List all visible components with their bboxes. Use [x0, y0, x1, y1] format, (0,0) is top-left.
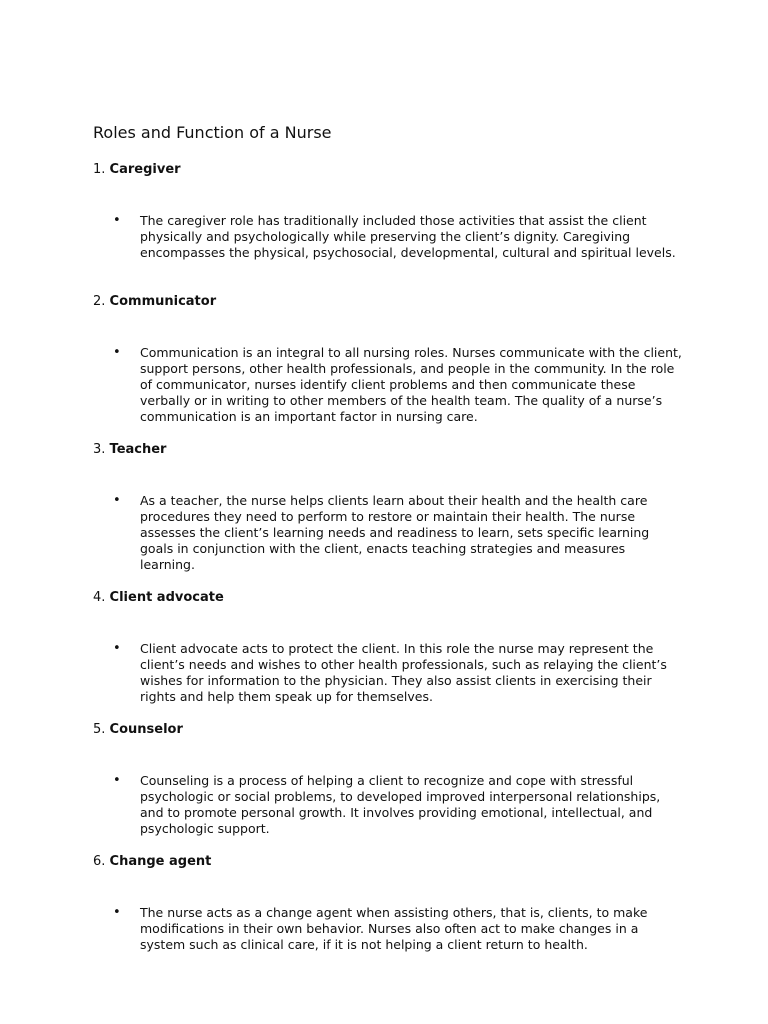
section-heading	[93, 162, 693, 178]
section-heading	[93, 442, 693, 458]
bullet-icon: •	[113, 493, 121, 508]
section-title: Caregiver	[109, 162, 181, 177]
section-change-agent	[93, 854, 693, 952]
section-client-advocate	[93, 590, 693, 704]
section-title: Teacher	[109, 442, 167, 457]
section-heading	[93, 294, 693, 310]
section-communicator	[93, 294, 693, 424]
page-title: Roles and Function of a Nurse	[93, 123, 332, 142]
section-heading	[93, 722, 693, 738]
section-heading	[93, 590, 693, 606]
bullet-icon: •	[113, 213, 121, 228]
section-number: 5.	[93, 722, 106, 737]
section-caregiver	[93, 162, 693, 260]
section-title: Change agent	[109, 854, 212, 869]
bullet-icon: •	[113, 641, 121, 656]
section-description: The nurse acts as a change agent when assisting others, that is, clients, to make modifications in their own behavior. Nurses also often act to make changes in a system such as clinical care, if it is not helping a client return to health.	[140, 905, 648, 952]
bullet-icon: •	[113, 905, 121, 920]
section-number: 3.	[93, 442, 106, 457]
section-title: Counselor	[109, 722, 183, 737]
section-title: Communicator	[109, 294, 217, 309]
section-description: The caregiver role has traditionally included those activities that assist the client physically and psychologically while preserving the client’s dignity. Caregiving encompasses the physical, psychosocial, developmental, cultural and spiritual levels.	[140, 213, 676, 260]
section-description: As a teacher, the nurse helps clients learn about their health and the health care procedures they need to perform to restore or maintain their health. The nurse assesses the client’s learning needs and readiness to learn, sets specific learning goals in conjunction with the client, enacts teaching strategies and measures learning.	[140, 493, 650, 572]
section-title: Client advocate	[109, 590, 224, 605]
section-number: 1.	[93, 162, 106, 177]
section-description: Client advocate acts to protect the client. In this role the nurse may represent the client’s needs and wishes to other health professionals, such as relaying the client’s wishes for information to the physician. They also assist clients in exercising their rights and help them speak up for themselves.	[140, 641, 667, 704]
section-description: Counseling is a process of helping a client to recognize and cope with stressful psychologic or social problems, to developed improved interpersonal relationships, and to promote personal growth. It involves providing emotional, intellectual, and psychologic support.	[140, 773, 661, 836]
section-counselor	[93, 722, 693, 836]
section-number: 4.	[93, 590, 106, 605]
section-number: 2.	[93, 294, 106, 309]
bullet-icon: •	[113, 345, 121, 360]
section-number: 6.	[93, 854, 106, 869]
section-teacher	[93, 442, 693, 572]
section-heading	[93, 854, 693, 870]
section-description: Communication is an integral to all nursing roles. Nurses communicate with the client, support persons, other health professionals, and people in the community. In the role of communicator, nurses identify client problems and then communicate these verbally or in writing to other members of the health team. The quality of a nurse’s communication is an important factor in nursing care.	[140, 345, 682, 424]
bullet-icon: •	[113, 773, 121, 788]
